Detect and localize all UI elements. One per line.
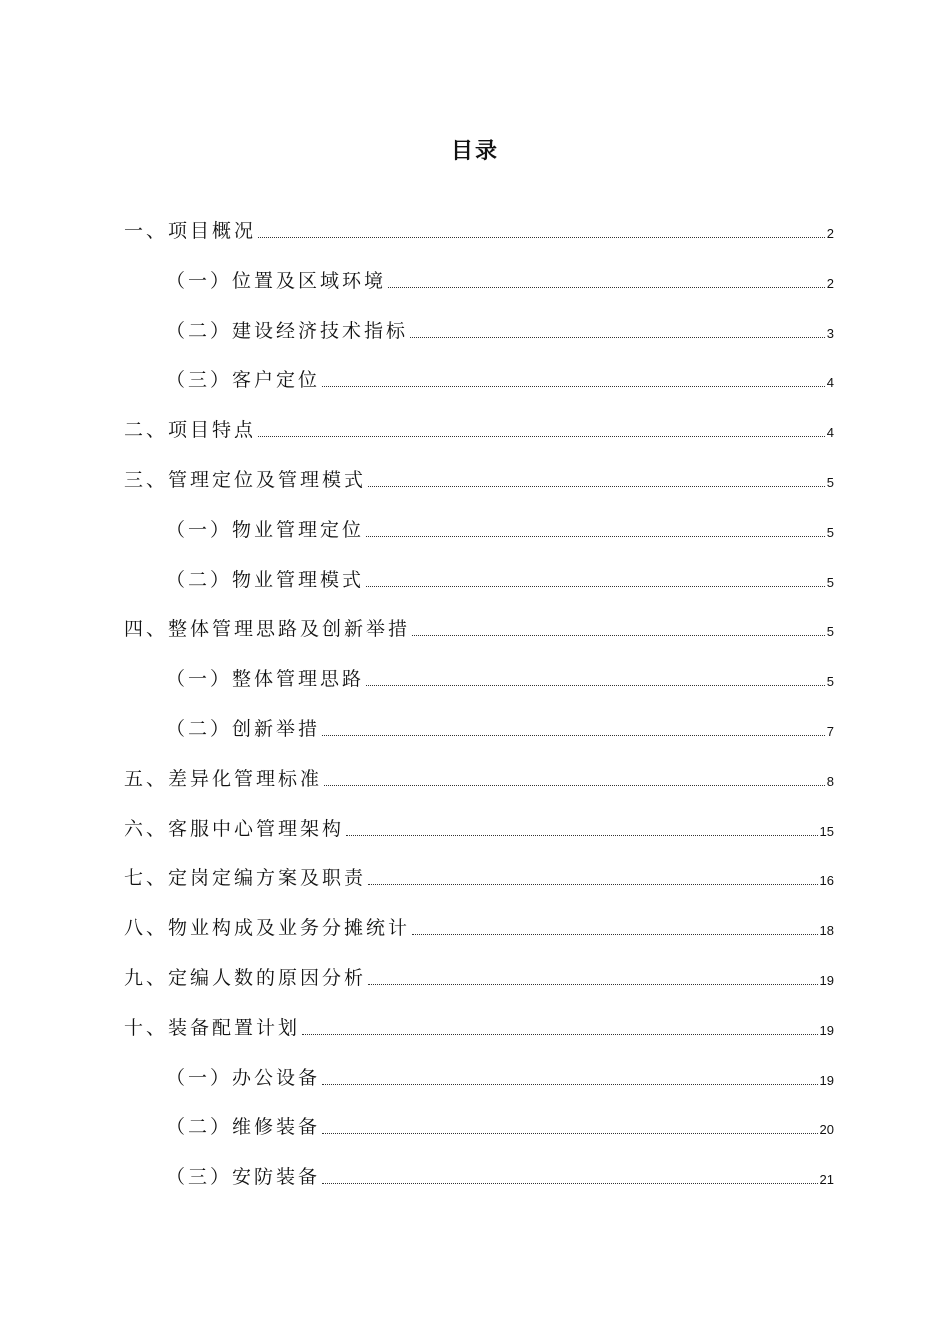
toc-entry-text: （三）安防装备: [166, 1166, 321, 1189]
toc-page-number: 4: [826, 425, 834, 441]
toc-entry[interactable]: [166, 560, 834, 590]
toc-entry-text: 四、整体管理思路及创新举措: [124, 618, 411, 641]
toc-dot-leader: [322, 385, 825, 387]
toc-page-number: 5: [826, 574, 834, 590]
toc-dot-leader: [412, 933, 818, 935]
toc-dot-leader: [368, 883, 818, 885]
toc-dot-leader: [322, 1132, 818, 1134]
toc-dot-leader: [366, 535, 825, 537]
toc-entry[interactable]: [124, 410, 834, 440]
toc-dot-leader: [302, 1033, 818, 1035]
toc-page-number: 18: [819, 923, 834, 939]
toc-page-number: 19: [819, 973, 834, 988]
toc-entry-text: 五、差异化管理标准: [124, 767, 323, 790]
toc-entry[interactable]: [166, 659, 834, 689]
toc-dot-leader: [388, 286, 825, 288]
toc-page-number: 19: [819, 1022, 834, 1038]
toc-entry[interactable]: [166, 1107, 834, 1137]
toc-dot-leader: [366, 585, 825, 587]
toc-entry[interactable]: [124, 460, 834, 490]
toc-entry-text: 七、定岗定编方案及职责: [124, 867, 367, 890]
toc-dot-leader: [324, 784, 825, 786]
toc-entry[interactable]: [166, 510, 834, 540]
toc-dot-leader: [258, 236, 825, 238]
toc-entry[interactable]: [166, 709, 834, 739]
toc-entry[interactable]: [166, 261, 834, 291]
toc-page-number: 5: [826, 624, 834, 640]
toc-dot-leader: [258, 435, 825, 437]
toc-entry[interactable]: [124, 1008, 834, 1038]
toc-entry-text: （二）物业管理模式: [166, 568, 365, 591]
toc-page-number: 15: [819, 823, 834, 839]
toc-entry[interactable]: [124, 759, 834, 789]
toc-entry-text: 一、项目概况: [124, 220, 257, 242]
toc-title: 目录: [450, 139, 499, 164]
toc-entry[interactable]: [124, 908, 834, 938]
toc-entry[interactable]: [166, 311, 834, 341]
toc-entry[interactable]: [124, 609, 834, 639]
toc-page-number: 16: [819, 873, 834, 889]
toc-entry[interactable]: [166, 1157, 834, 1187]
toc-entry-text: （一）位置及区域环境: [166, 269, 387, 292]
toc-page-number: 20: [819, 1122, 834, 1138]
toc-entry[interactable]: [124, 211, 834, 241]
toc-page-number: 4: [826, 375, 834, 391]
toc-entry-text: （一）整体管理思路: [166, 668, 365, 691]
toc-page-number: 5: [826, 475, 834, 490]
toc-dot-leader: [410, 336, 825, 338]
toc-entry-text: （二）创新举措: [166, 718, 321, 740]
toc-entry[interactable]: [166, 1058, 834, 1088]
toc-entry-text: （一）办公设备: [166, 1066, 321, 1089]
toc-entry-text: 六、客服中心管理架构: [124, 817, 345, 840]
toc-entry[interactable]: [124, 958, 834, 988]
toc-dot-leader: [412, 634, 825, 636]
toc-page-number: 2: [826, 275, 834, 291]
toc-page-number: 5: [826, 524, 834, 540]
toc-entry-text: 十、装备配置计划: [124, 1016, 301, 1039]
toc-dot-leader: [322, 1182, 818, 1184]
toc-dot-leader: [322, 734, 825, 736]
toc-entry-text: 九、定编人数的原因分析: [124, 967, 367, 989]
toc-dot-leader: [368, 485, 825, 487]
toc-page-number: 5: [826, 674, 834, 690]
toc-page-number: 21: [819, 1172, 834, 1188]
toc-page-number: 19: [819, 1072, 834, 1088]
toc-entry-text: 三、管理定位及管理模式: [124, 469, 367, 491]
toc-entry[interactable]: [166, 360, 834, 390]
toc-entry-text: （一）物业管理定位: [166, 518, 365, 541]
toc-entry-text: （二）建设经济技术指标: [166, 319, 409, 342]
toc-entry-text: （二）维修装备: [166, 1116, 321, 1139]
toc-entry-text: 八、物业构成及业务分摊统计: [124, 917, 411, 940]
toc-dot-leader: [366, 684, 825, 686]
toc-page-number: 3: [826, 325, 834, 341]
toc-page-number: 2: [826, 226, 834, 241]
toc-page-number: 7: [826, 724, 834, 739]
toc-entry-text: （三）客户定位: [166, 369, 321, 392]
toc-page-number: 8: [826, 773, 834, 789]
toc-entry[interactable]: [124, 809, 834, 839]
toc-dot-leader: [368, 983, 818, 985]
toc-dot-leader: [346, 834, 818, 836]
toc-entry-text: 二、项目特点: [124, 419, 257, 442]
toc-dot-leader: [322, 1083, 818, 1085]
toc-entry[interactable]: [124, 858, 834, 888]
